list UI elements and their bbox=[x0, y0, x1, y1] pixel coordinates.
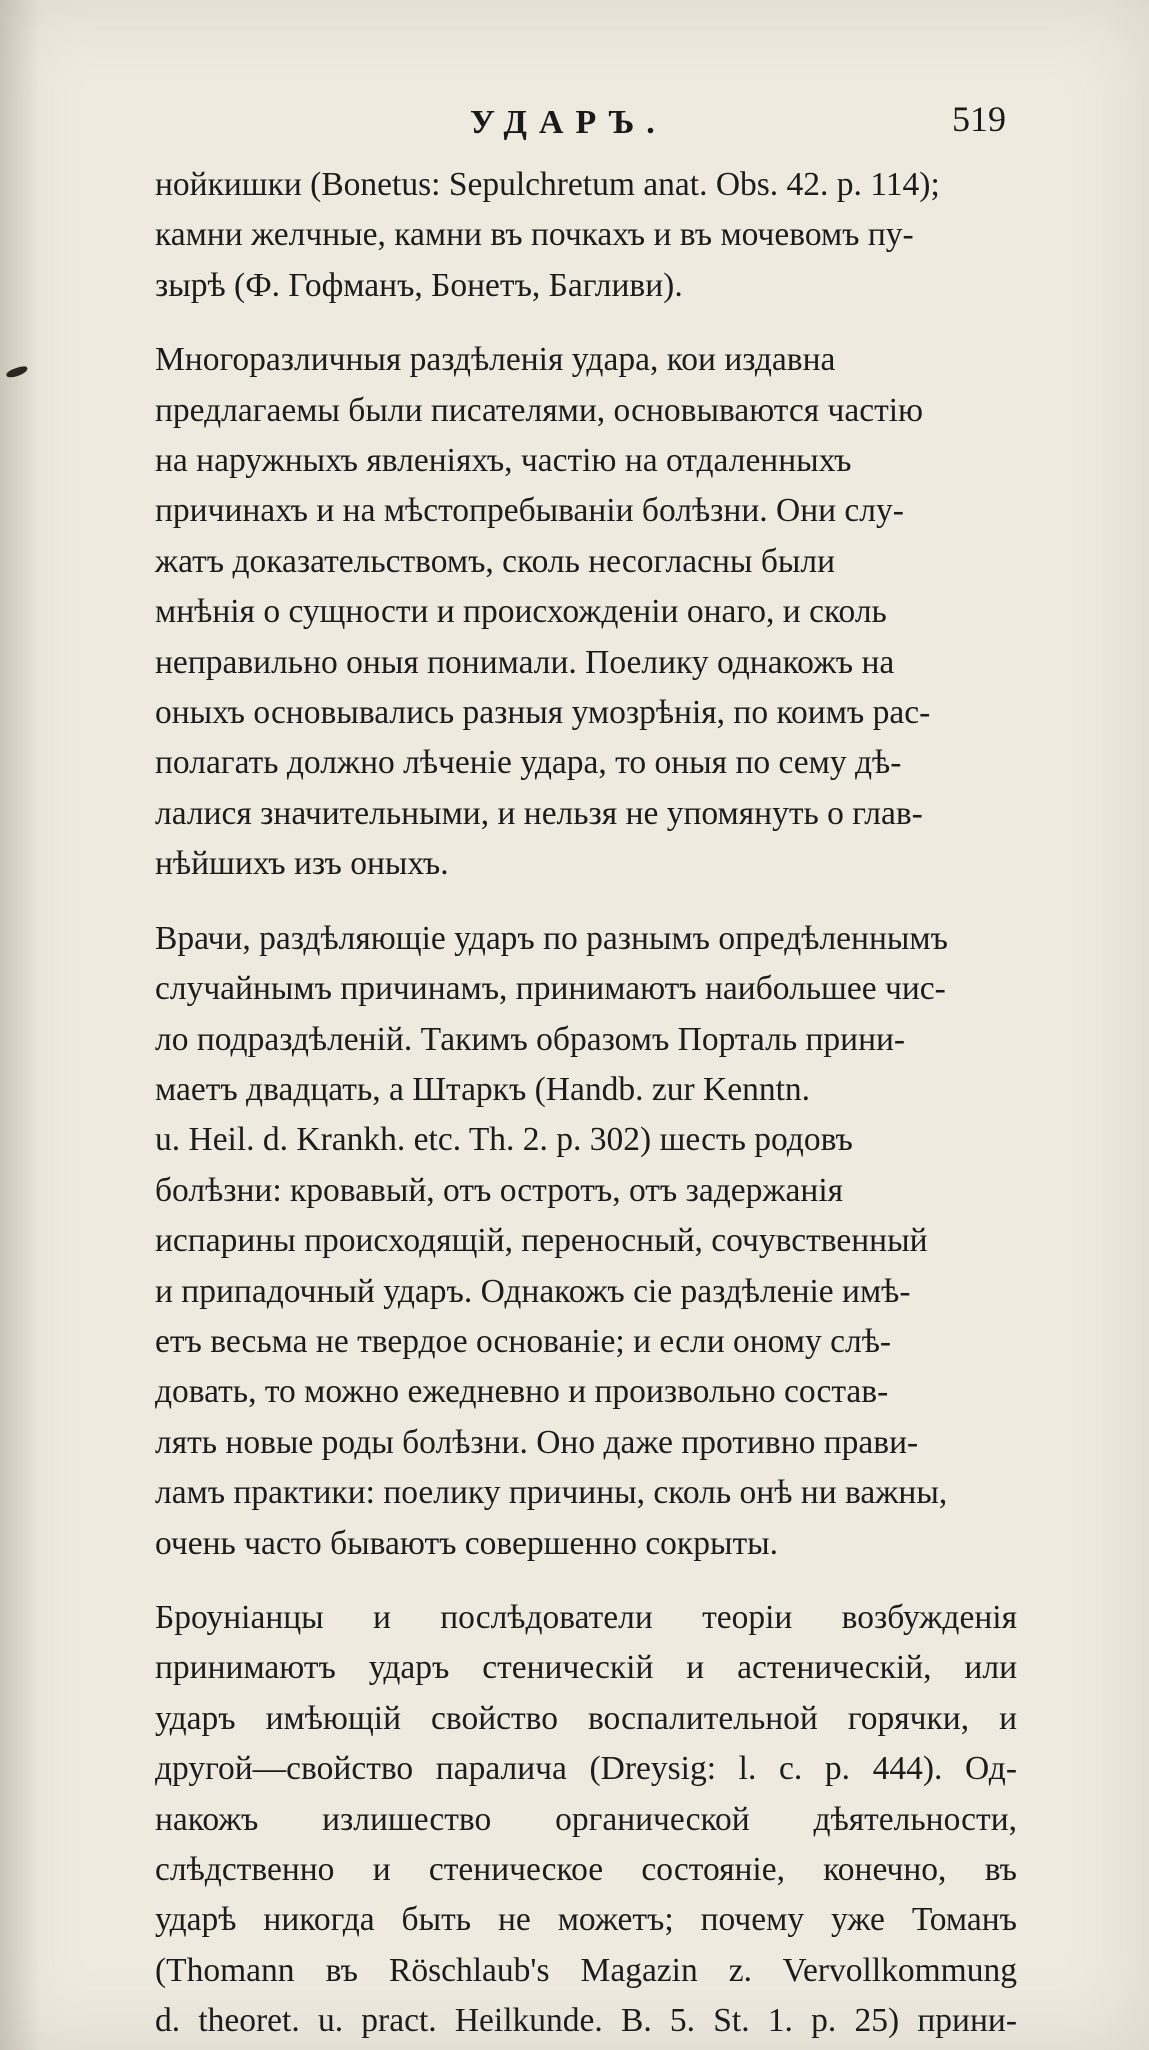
page-edge-shadow bbox=[0, 0, 40, 2050]
paragraph-1: нойкишки (Bonetus: Sepulchretum anat. Obs. 42. p. 114); камни желчные, камни въ почкахъ и въ мочевомъ пу- зырѣ (Ф. Гофманъ, Бонетъ, Багливи). bbox=[155, 166, 940, 304]
body-text bbox=[155, 160, 1017, 2050]
page-number: 519 bbox=[952, 99, 1006, 139]
paragraph-4: Броуніанцы и послѣдователи теоріи возбужденія принимаютъ ударъ стеническій и астеническій, или ударъ имѣющій свойство воспалительной горячки, и другой—свойство паралича (Dreysig: l. c. p. 444). Од- накожъ излишество органической дѣятельности, слѣдственно и стеническое состояніе, конечно, въ ударѣ никогда быть не можетъ; почему уже Томанъ (Thomann въ Röschlaub's Magazin z. Vervollkommung d. theoret. u. pract. Heilkunde. B. 5. St. 1. p. 25) прини- bbox=[155, 1598, 1017, 2040]
paragraph-2: Многоразличныя раздѣленія удара, кои издавна предлагаемы были писателями, основываются частію на наружныхъ явленіяхъ, частію на отдаленныхъ причинахъ и на мѣстопребываніи болѣзни. Они слу- жатъ доказательствомъ, сколь несогласны были мнѣнія о сущности и происхожденіи онаго, и сколь неправильно оныя понимали. Поелику однакожъ на оныхъ основывались разныя умозрѣнія, по коимъ рас- полагать должно лѣченіе удара, то оныя по сему дѣ- лалися значительными, и нельзя не упомянуть о глав- нѣйшихъ изъ оныхъ. bbox=[155, 341, 931, 883]
paragraph-3: Врачи, раздѣляющіе ударъ по разнымъ опредѣленнымъ случайнымъ причинамъ, принимаютъ наибольшее чис- ло подраздѣленій. Такимъ образомъ Порталь прини- маетъ двадцать, а Штаркъ (Handb. zur Kenntn. u. Heil. d. Krankh. etc. Th. 2. p. 302) шесть родовъ болѣзни: кровавый, отъ остротъ, отъ задержанія испарины происходящій, переносный, сочувственный и припадочный ударъ. Однакожъ сіе раздѣленіе имѣ- етъ весьма не твердое основаніе; и если оному слѣ- довать, то можно ежедневно и произвольно состав- лять новые роды болѣзни. Оно даже противно прави- ламъ практики: поелику причины, сколь онѣ ни важны, очень часто бываютъ совершенно сокрыты. bbox=[155, 919, 948, 1562]
page-header bbox=[0, 98, 1149, 158]
running-head: УДАРЪ. bbox=[470, 104, 667, 141]
